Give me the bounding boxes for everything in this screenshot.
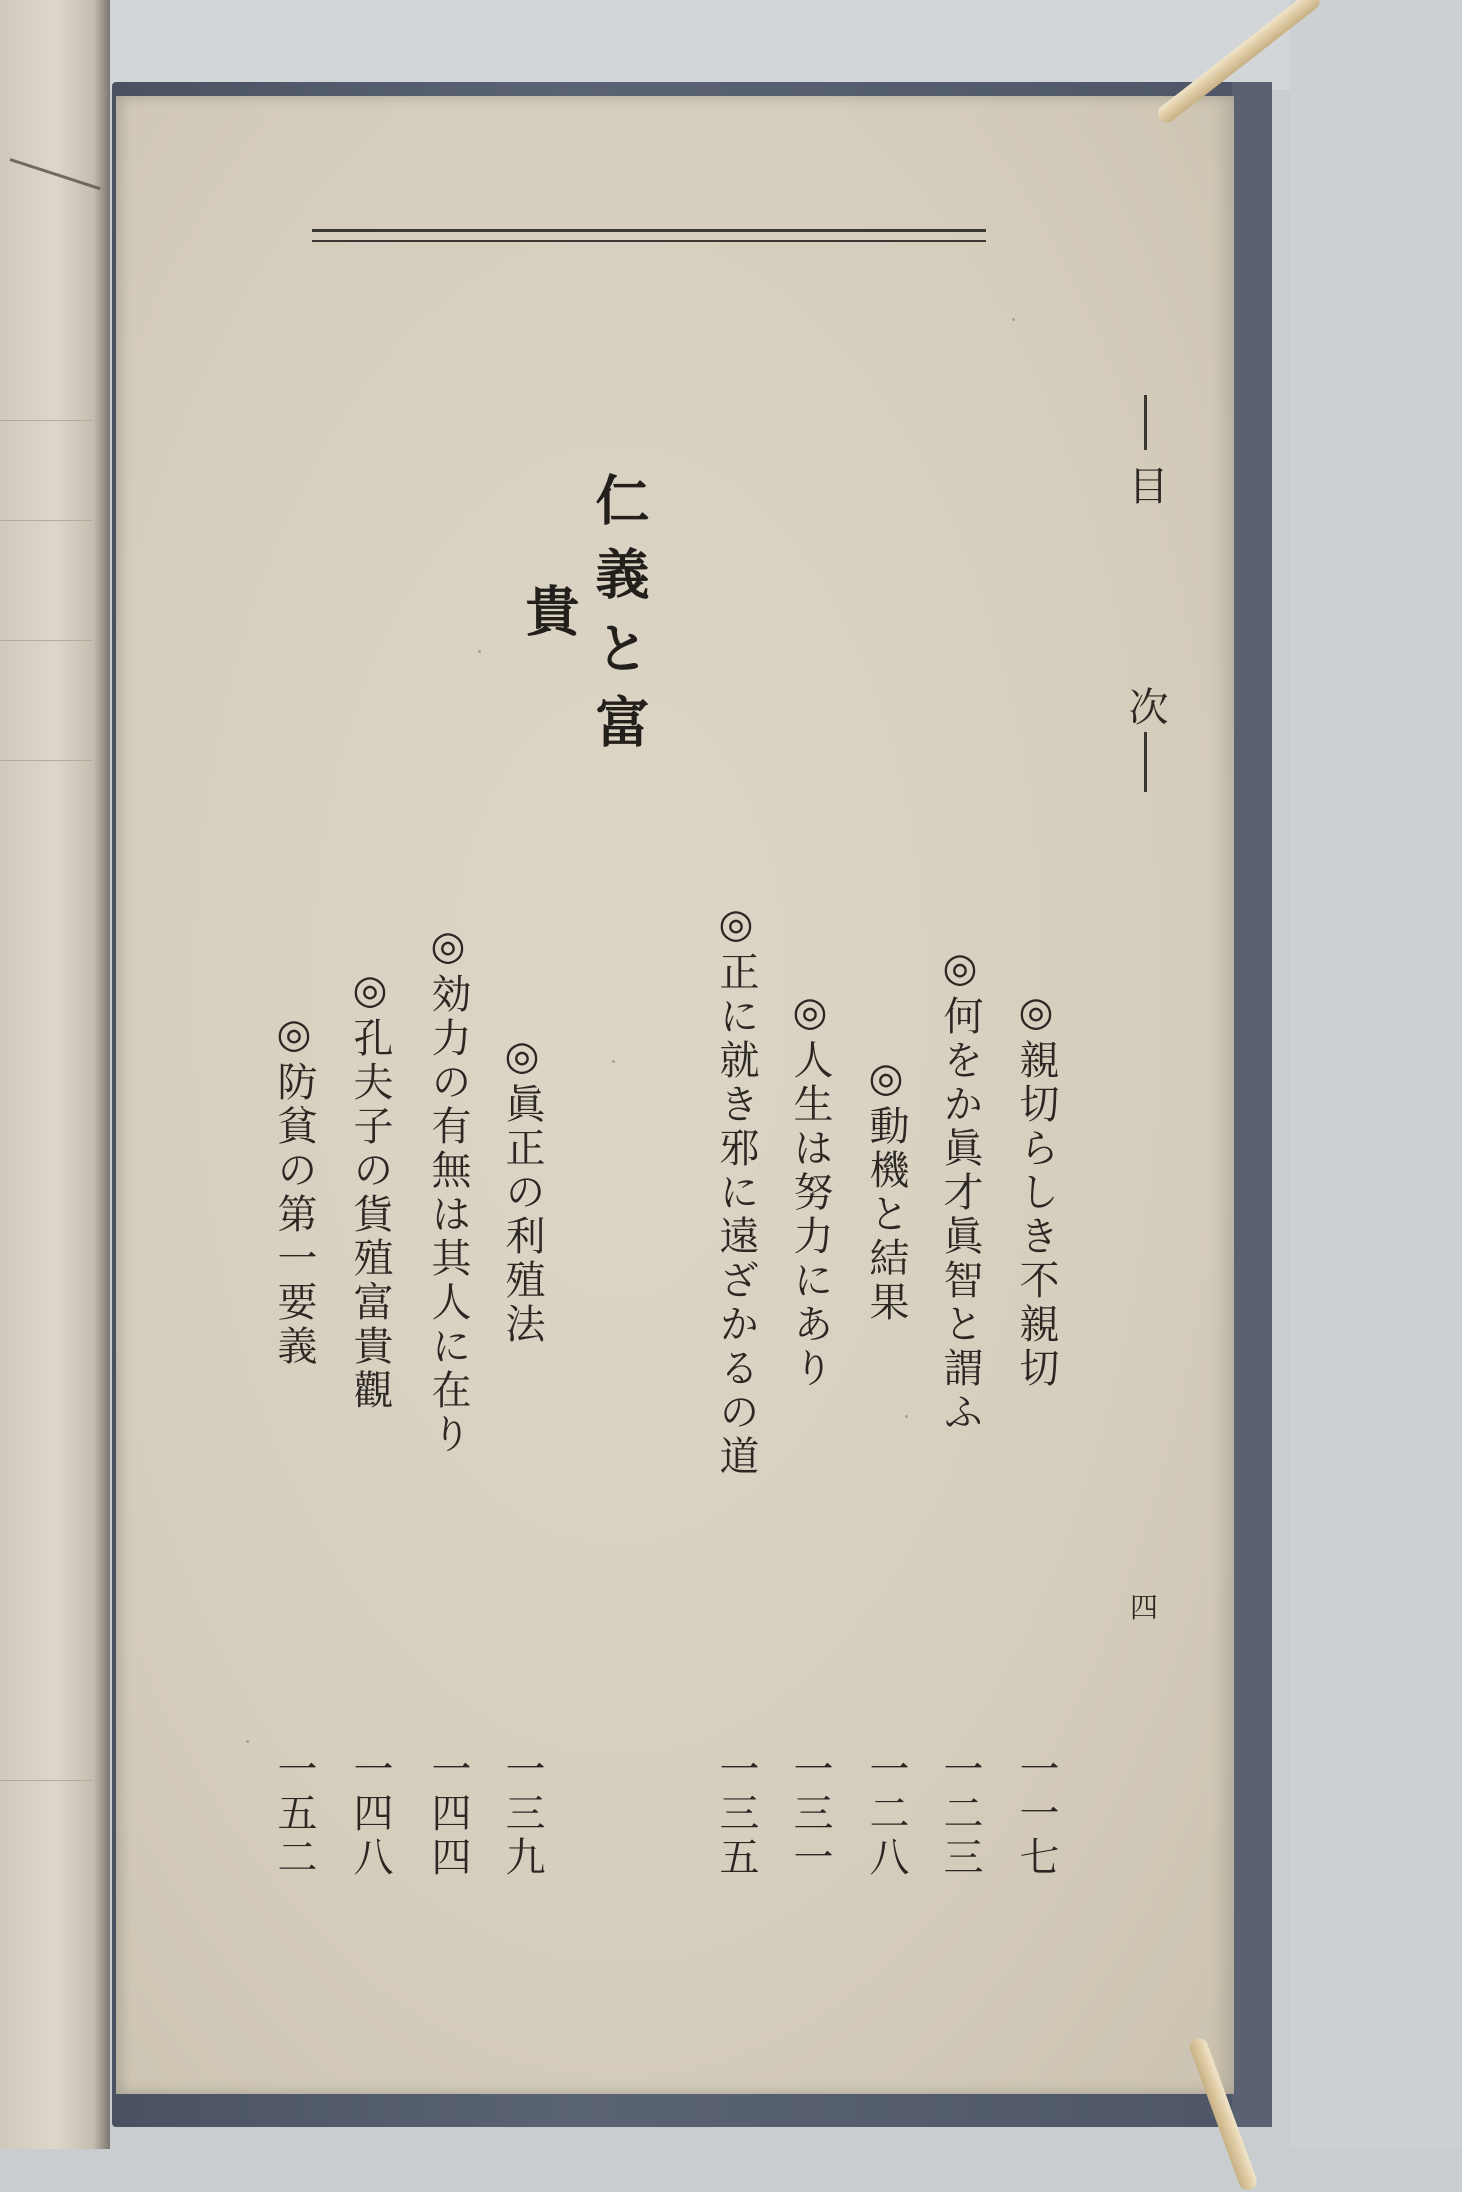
toc-entry-title: ◎人生は努力にあり: [787, 989, 833, 1391]
book-cover-edge: [1232, 82, 1272, 2127]
facing-page-rule: [10, 158, 101, 190]
toc-entry-title: ◎動機と結果: [863, 1055, 909, 1325]
toc-entry-title: ◎正に就き邪に遠ざかるの道: [713, 901, 759, 1479]
toc-entry-title: ◎親切らしき不親切: [1013, 989, 1059, 1391]
top-rule-lower: [312, 240, 986, 242]
toc-entry-title: ◎眞正の利殖法: [499, 1033, 545, 1347]
toc-entry-title: ◎効力の有無は其人に在り: [425, 923, 471, 1457]
toc-entry-page-number: 一三九: [499, 1748, 545, 1880]
toc-entry: [270, 500, 318, 1880]
toc-entry-page-number: 一一七: [1013, 1748, 1059, 1880]
toc-entry: [498, 500, 546, 1880]
top-rule-upper: [312, 229, 986, 232]
toc-entry-title: ◎防貧の第一要義: [271, 1011, 317, 1369]
toc-entry-page-number: 一四八: [347, 1748, 393, 1880]
toc-entry-page-number: 一五二: [271, 1748, 317, 1880]
toc-entry: [712, 500, 760, 1880]
toc-entry: [786, 500, 834, 1880]
toc-entry-title: ◎孔夫子の貨殖富貴觀: [347, 967, 393, 1413]
page-folio: 四: [1129, 1591, 1158, 1624]
toc-entry: [1012, 500, 1060, 1880]
facing-page-edge: [0, 0, 110, 2149]
toc-entry-page-number: 一三五: [713, 1748, 759, 1880]
toc-entry-page-number: 一四四: [425, 1748, 471, 1880]
toc-entry: [862, 500, 910, 1880]
toc-entry-page-number: 一三一: [787, 1748, 833, 1880]
backdrop-right: [1290, 0, 1462, 2149]
section-heading: 仁義と富貴: [517, 472, 651, 768]
toc-entry-page-number: 一二三: [937, 1748, 983, 1880]
running-head-mokuji-1: 目: [1122, 465, 1168, 505]
toc-entry-title: ◎何をか眞才眞智と謂ふ: [937, 945, 983, 1435]
toc-entry: [936, 500, 984, 1880]
toc-entry: [346, 500, 394, 1880]
toc-entry: [424, 500, 472, 1880]
running-head-rule-bottom: [1144, 732, 1147, 792]
running-head-mokuji-2: 次: [1122, 686, 1168, 726]
running-head-rule-top: [1144, 395, 1147, 450]
toc-entry-page-number: 一二八: [863, 1748, 909, 1880]
